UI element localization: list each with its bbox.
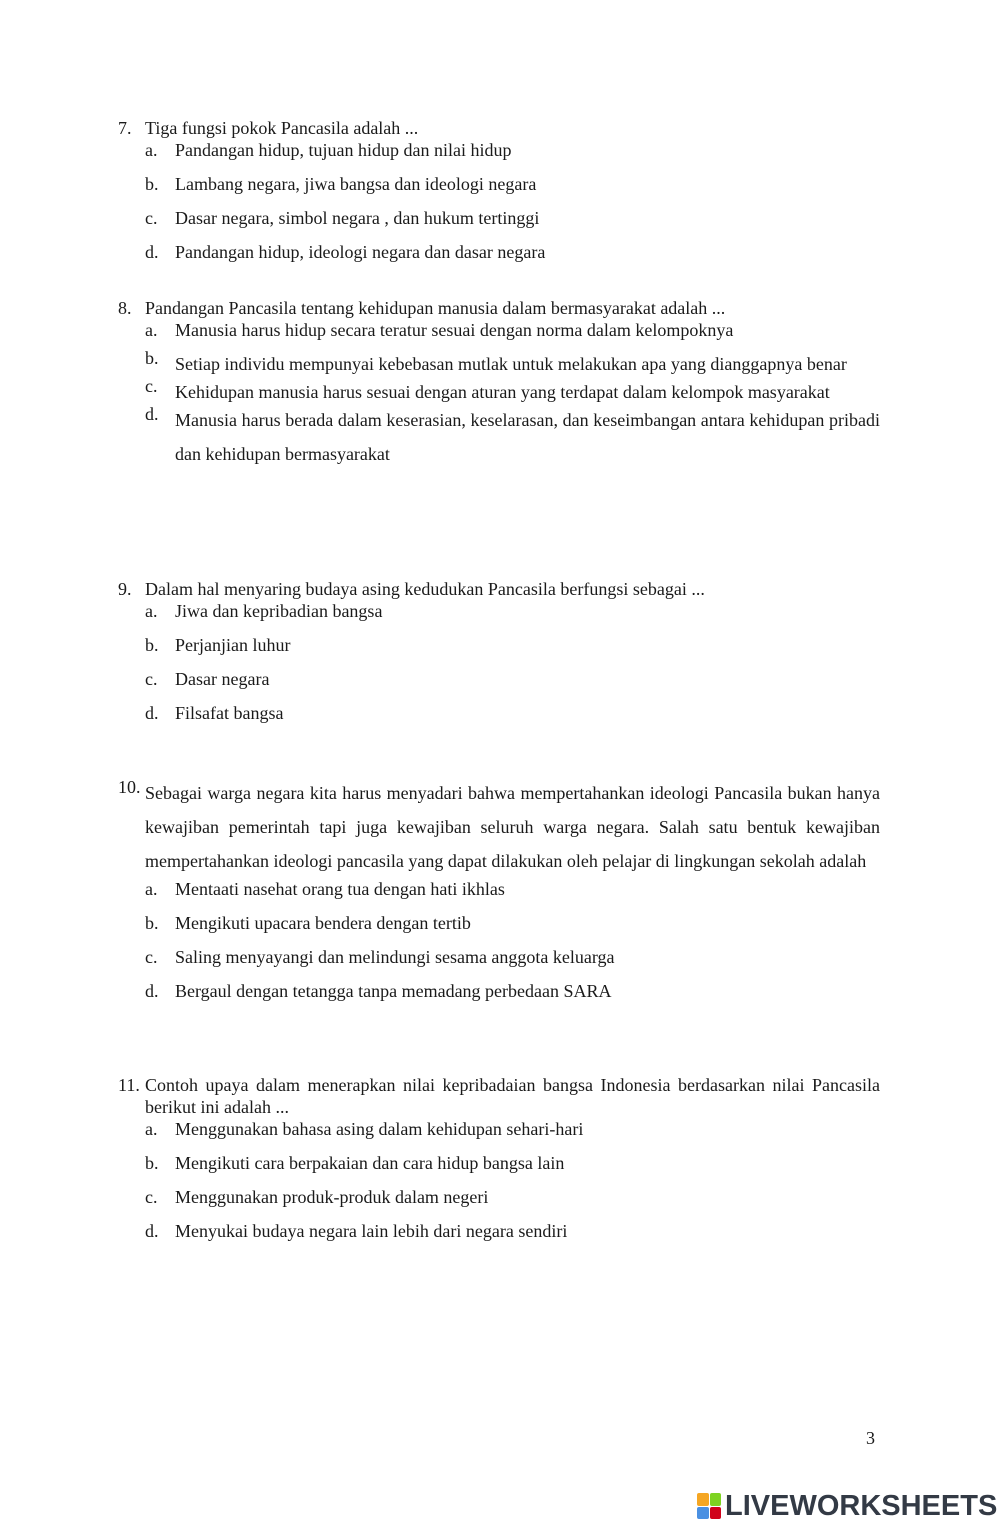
option-letter: a. [145,601,158,621]
option-7c[interactable] [118,207,880,229]
option-text: Kehidupan manusia harus sesuai dengan aturan yang terdapat dalam kelompok masyarakat [175,382,830,402]
option-text: Mengikuti cara berpakaian dan cara hidup bangsa lain [175,1153,565,1173]
option-text: Bergaul dengan tetangga tanpa memadang perbedaan SARA [175,981,612,1001]
brand-name: LIVEWORKSHEETS [725,1489,998,1522]
question-number: 11. [118,1075,140,1095]
question-number: 7. [118,118,132,138]
option-text: Dasar negara [175,669,270,689]
question-8 [118,297,880,471]
option-letter: a. [145,140,158,160]
option-letter: b. [145,913,159,933]
option-text: Lambang negara, jiwa bangsa dan ideologi negara [175,174,537,194]
option-text: Mengikuti upacara bendera dengan tertib [175,913,471,933]
question-text: Contoh upaya dalam menerapkan nilai kepribadaian bangsa Indonesia berdasarkan nilai Pancasila berikut ini adalah ... [145,1075,880,1117]
option-8a[interactable] [118,319,880,341]
option-letter: b. [145,174,159,194]
option-text: Menggunakan bahasa asing dalam kehidupan sehari-hari [175,1119,584,1139]
page-number: 3 [866,1428,875,1448]
option-letter: d. [145,242,159,262]
option-text: Pandangan hidup, tujuan hidup dan nilai hidup [175,140,512,160]
option-9d[interactable] [118,702,880,724]
option-text: Menyukai budaya negara lain lebih dari negara sendiri [175,1221,568,1241]
option-letter: a. [145,320,158,340]
question-text: Sebagai warga negara kita harus menyadari bahwa mempertahankan ideologi Pancasila bukan hanya kewajiban pemerintah tapi juga kewajiban seluruh warga negara. Salah satu bentuk kewajiban mempertahankan ideologi pancasila yang dapat dilakukan oleh pelajar di lingkungan sekolah adalah [145,783,880,871]
question-number: 9. [118,579,132,599]
option-letter: b. [145,635,159,655]
option-letter: c. [145,1187,158,1207]
option-letter: c. [145,208,158,228]
option-letter: b. [145,348,159,368]
option-text: Filsafat bangsa [175,703,284,723]
option-letter: d. [145,404,159,424]
option-text: Menggunakan produk-produk dalam negeri [175,1187,489,1207]
option-letter: a. [145,1119,158,1139]
option-text: Perjanjian luhur [175,635,291,655]
option-10c[interactable] [118,946,880,968]
option-letter: d. [145,1221,159,1241]
logo-square-orange [697,1493,709,1506]
option-text: Setiap individu mempunyai kebebasan mutlak untuk melakukan apa yang dianggapnya benar [175,354,847,374]
option-text: Manusia harus berada dalam keserasian, keselarasan, dan keseimbangan antara kehidupan pribadi dan kehidupan bermasyarakat [175,410,880,464]
option-7d[interactable] [118,241,880,263]
logo-square-red [710,1507,722,1520]
option-10b[interactable] [118,912,880,934]
option-11a[interactable] [118,1118,880,1140]
option-text: Pandangan hidup, ideologi negara dan dasar negara [175,242,546,262]
option-10a[interactable] [118,878,880,900]
option-letter: c. [145,376,158,396]
liveworksheets-brand[interactable] [697,1491,997,1521]
option-9b[interactable] [118,634,880,656]
option-7b[interactable] [118,173,880,195]
question-number: 10. [118,777,141,797]
option-letter: d. [145,981,159,1001]
option-letter: c. [145,947,158,967]
option-8d[interactable] [118,403,880,471]
option-text: Mentaati nasehat orang tua dengan hati ikhlas [175,879,505,899]
option-9a[interactable] [118,600,880,622]
option-9c[interactable] [118,668,880,690]
option-text: Dasar negara, simbol negara , dan hukum tertinggi [175,208,540,228]
question-text: Tiga fungsi pokok Pancasila adalah ... [145,118,419,138]
option-letter: b. [145,1153,159,1173]
option-letter: d. [145,703,159,723]
liveworksheets-logo-icon [697,1493,721,1519]
option-letter: a. [145,879,158,899]
question-11 [118,1074,880,1242]
question-text: Pandangan Pancasila tentang kehidupan manusia dalam bermasyarakat adalah ... [145,298,726,318]
option-11d[interactable] [118,1220,880,1242]
question-10 [118,777,880,1002]
logo-square-blue [697,1507,709,1520]
option-10d[interactable] [118,980,880,1002]
option-11b[interactable] [118,1152,880,1174]
question-9 [118,578,880,724]
logo-square-green [710,1493,722,1506]
option-letter: c. [145,669,158,689]
option-text: Saling menyayangi dan melindungi sesama anggota keluarga [175,947,615,967]
option-text: Jiwa dan kepribadian bangsa [175,601,383,621]
option-text: Manusia harus hidup secara teratur sesuai dengan norma dalam kelompoknya [175,320,734,340]
option-11c[interactable] [118,1186,880,1208]
question-number: 8. [118,298,132,318]
question-text: Dalam hal menyaring budaya asing kedudukan Pancasila berfungsi sebagai ... [145,579,705,599]
question-7 [118,117,880,263]
option-7a[interactable] [118,139,880,161]
